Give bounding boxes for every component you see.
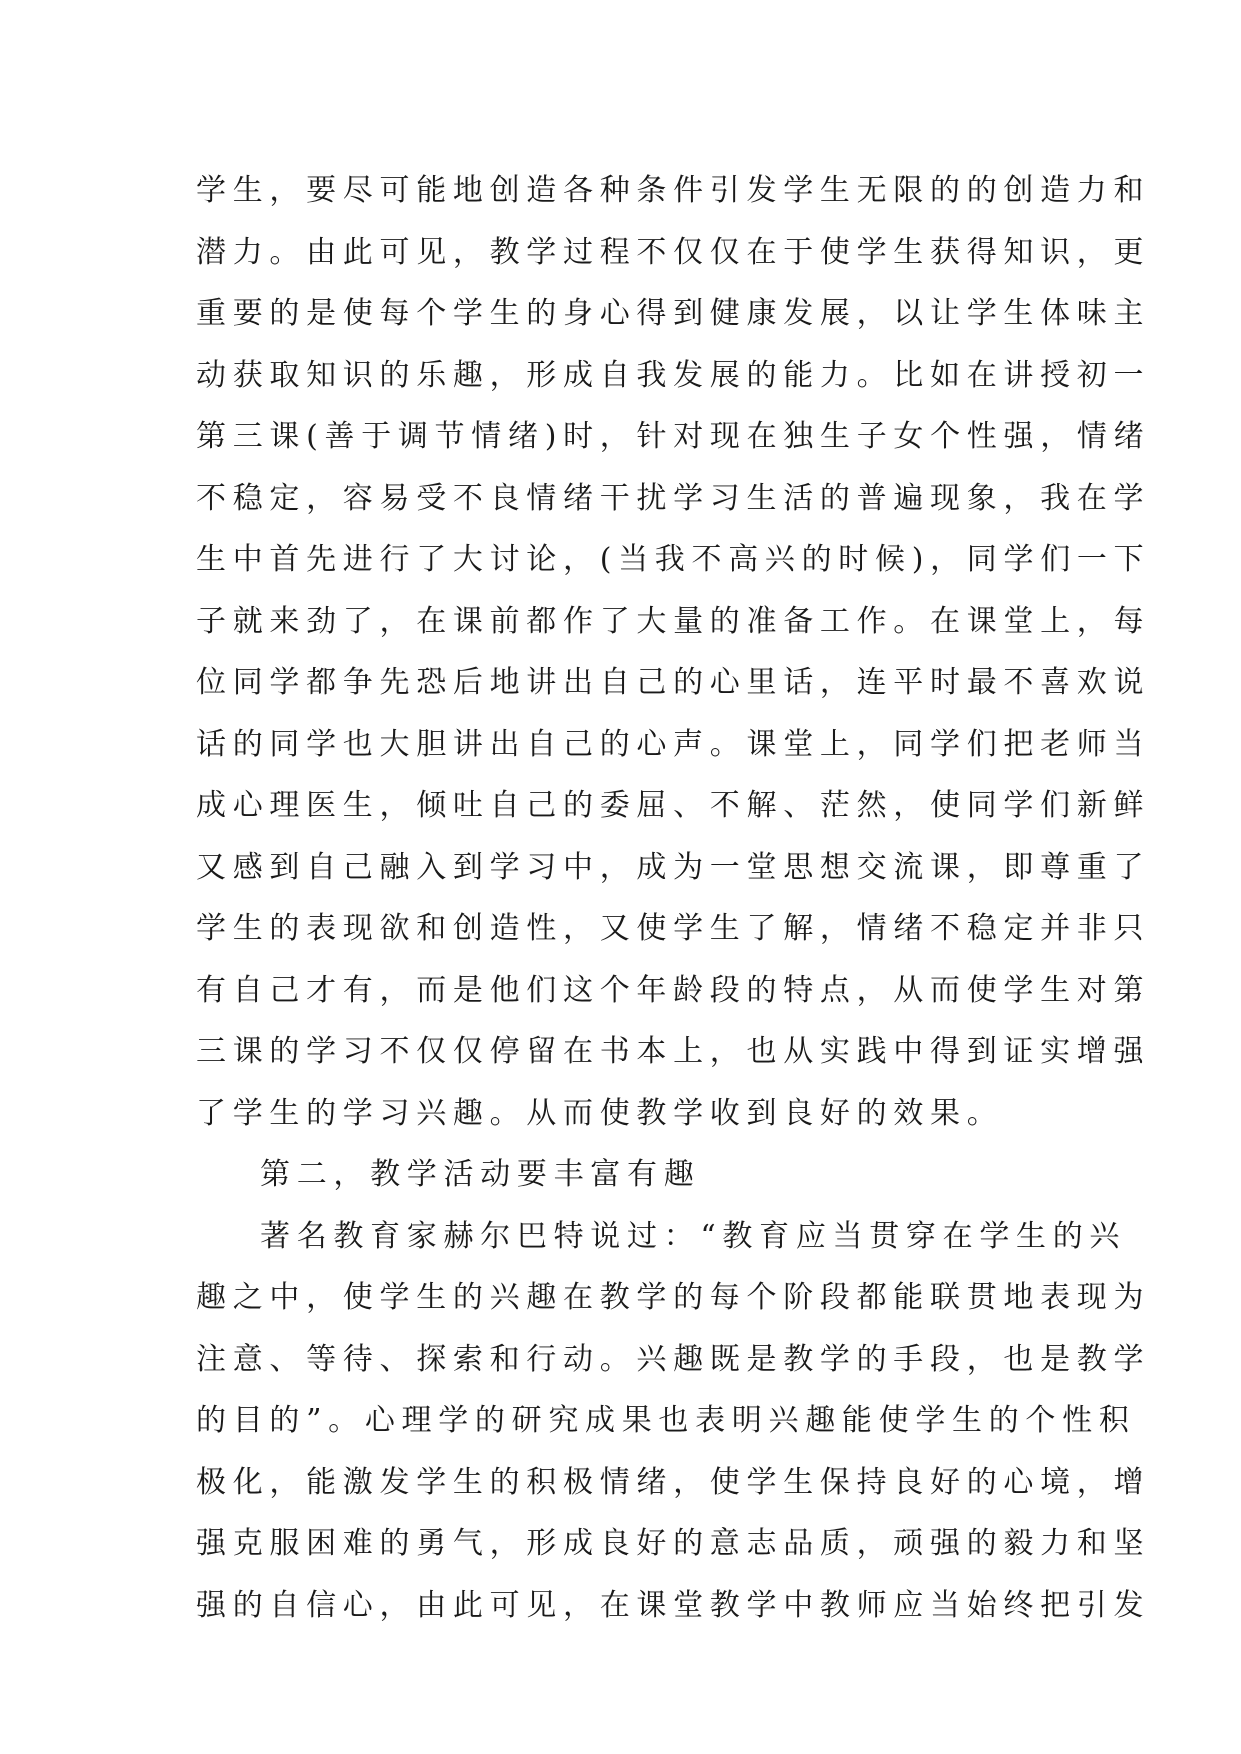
text-line: 又感到自己融入到学习中，成为一堂思想交流课，即尊重了 [196,849,1151,885]
text-line: 话的同学也大胆讲出自己的心声。课堂上，同学们把老师当 [196,726,1151,762]
text-line: 的目的”。心理学的研究成果也表明兴趣能使学生的个性积 [196,1403,1136,1438]
text-line: 不稳定，容易受不良情绪干扰学习生活的普遍现象，我在学 [196,480,1151,516]
text-line: 动获取知识的乐趣，形成自我发展的能力。比如在讲授初一 [196,357,1151,393]
text-line: 三课的学习不仅仅停留在书本上，也从实践中得到证实增强 [196,1034,1151,1069]
paragraph-first-line: 著名教育家赫尔巴特说过：“教育应当贯穿在学生的兴 [260,1218,1127,1254]
text-line: 第三课(善于调节情绪)时，针对现在独生子女个性强，情绪 [196,419,1151,454]
text-line: 成心理医生，倾吐自己的委屈、不解、茫然，使同学们新鲜 [196,788,1151,823]
text-line: 极化，能激发学生的积极情绪，使学生保持良好的心境，增 [196,1464,1151,1500]
text-line: 注意、等待、探索和行动。兴趣既是教学的手段，也是教学 [196,1341,1151,1377]
text-line: 学生，要尽可能地创造各种条件引发学生无限的的创造力和 [196,173,1151,208]
text-line: 位同学都争先恐后地讲出自己的心里话，连平时最不喜欢说 [196,665,1151,700]
text-line: 有自己才有，而是他们这个年龄段的特点，从而使学生对第 [196,972,1151,1008]
text-line: 子就来劲了，在课前都作了大量的准备工作。在课堂上，每 [196,603,1151,639]
text-line: 强的自信心，由此可见，在课堂教学中教师应当始终把引发 [196,1587,1151,1623]
text-line: 生中首先进行了大讨论，(当我不高兴的时候)，同学们一下 [196,542,1151,577]
text-line: 了学生的学习兴趣。从而使教学收到良好的效果。 [196,1095,1004,1131]
text-line: 潜力。由此可见，教学过程不仅仅在于使学生获得知识，更 [196,234,1151,270]
text-line: 学生的表现欲和创造性，又使学生了解，情绪不稳定并非只 [196,911,1151,946]
body-text [196,160,1151,1636]
text-line: 强克服困难的勇气，形成良好的意志品质，顽强的毅力和坚 [196,1526,1151,1561]
text-line: 趣之中，使学生的兴趣在教学的每个阶段都能联贯地表现为 [196,1280,1151,1315]
text-line: 重要的是使每个学生的身心得到健康发展，以让学生体味主 [196,296,1151,331]
section-heading: 第二，教学活动要丰富有趣 [260,1157,701,1192]
